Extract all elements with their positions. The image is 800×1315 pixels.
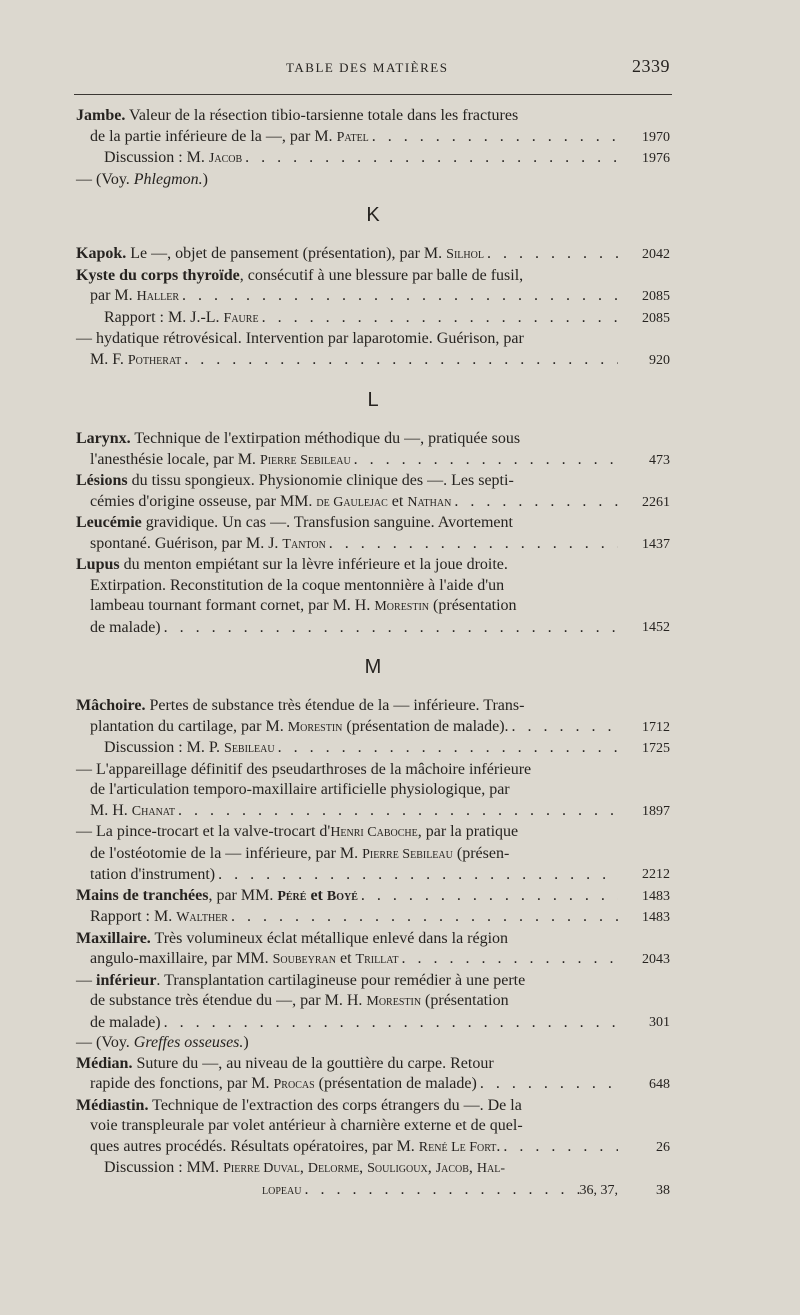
leader-dots bbox=[480, 1074, 618, 1095]
leader-dots bbox=[361, 886, 618, 907]
page-ref: 1452 bbox=[642, 619, 670, 635]
index-list bbox=[76, 106, 670, 1201]
page-ref: 1483 bbox=[642, 910, 670, 925]
page-ref: 1437 bbox=[642, 536, 670, 552]
cross-reference: — (Voy. Greffes osseuses.) bbox=[76, 1034, 249, 1051]
index-entry-lesions: Lésions du tissu spongieux. Physionomie clinique des —. Les septi- cémies d'origine osseuse, par MM. de Gaulejac et Nathan . . . 2261 bbox=[76, 471, 670, 513]
page-ref: 648 bbox=[649, 1077, 670, 1092]
page-ref: 26 bbox=[656, 1139, 670, 1155]
index-subentry: Discussion : MM. Pierre Duval, Delorme, Souligoux, Jacob, Hal- lopeau . . . 36, 37, 38 bbox=[76, 1158, 670, 1201]
page-ref: 2261 bbox=[642, 494, 670, 510]
leader-dots bbox=[454, 492, 618, 513]
index-subentry: — La pince-trocart et la valve-trocart d'Henri Caboche, par la pratique de l'ostéotomie de la — inférieure, par M. Pierre Sebileau (présen- tation d'instrument) . . . 2212 bbox=[76, 822, 670, 886]
index-subentry: Rapport : M. J.-L. Faure . . . 2085 bbox=[76, 308, 670, 330]
page-header bbox=[76, 56, 670, 82]
index-entry-kyste: Kyste du corps thyroïde, consécutif à une blessure par balle de fusil, par M. Haller . . . 2085 bbox=[76, 266, 670, 308]
section-letter-l: L bbox=[367, 389, 379, 411]
index-entry-machoire: Mâchoire. Pertes de substance très étendue de la — inférieure. Trans- plantation du cartilage, par M. Morestin (présentation de malade). . . . 1712 bbox=[76, 696, 670, 738]
index-entry-mediastin: Médiastin. Technique de l'extraction des corps étrangers du —. De la voie transpleurale par volet antérieur à charnière externe et de quel- ques autres procédés. Résultats opératoires, par M. René Le Fort. . . . 26 bbox=[76, 1096, 670, 1159]
index-subentry: Discussion : M. P. Sebileau . . . 1725 bbox=[76, 738, 670, 760]
page-ref: 38 bbox=[656, 1182, 670, 1198]
leader-dots bbox=[372, 127, 618, 148]
leader-dots bbox=[304, 1180, 579, 1201]
leader-dots bbox=[164, 618, 618, 639]
index-entry-kapok: Kapok. Le —, objet de pansement (présentation), par M. Silhol . . . 2042 bbox=[76, 244, 670, 266]
index-subentry: — inférieur. Transplantation cartilagineuse pour remédier à une perte de substance très étendue du —, par M. H. Morestin (présentation de malade) . . . 301 bbox=[76, 971, 670, 1034]
page-ref: 1725 bbox=[642, 741, 670, 756]
section-letter-k: K bbox=[366, 204, 380, 226]
leader-dots bbox=[178, 801, 618, 822]
leader-dots bbox=[182, 286, 618, 307]
leader-dots bbox=[184, 350, 618, 371]
index-entry-larynx: Larynx. Technique de l'extirpation méthodique du —, pratiquée sous l'anesthésie locale, par M. Pierre Sebileau . . . 473 bbox=[76, 429, 670, 471]
index-entry-median: Médian. Suture du —, au niveau de la gouttière du carpe. Retour rapide des fonctions, par M. Procas (présentation de malade) . . . 648 bbox=[76, 1054, 670, 1096]
leader-dots bbox=[512, 717, 618, 738]
leader-dots bbox=[278, 738, 618, 759]
index-entry-lupus: Lupus du menton empiétant sur la lèvre inférieure et la joue droite. Extirpation. Reconstitution de la coque mentonnière à l'aide d'un lambeau tournant formant cornet, par M. H. Morestin (présentation de malade) . . . 1452 bbox=[76, 555, 670, 638]
page-ref: 301 bbox=[649, 1014, 670, 1030]
leader-dots bbox=[402, 949, 618, 970]
page-ref: 1897 bbox=[642, 803, 670, 819]
leader-dots bbox=[354, 450, 618, 471]
index-subentry: — hydatique rétrovésical. Intervention par laparotomie. Guérison, par M. F. Potherat . . . 920 bbox=[76, 329, 670, 371]
page-ref: 2043 bbox=[642, 952, 670, 967]
cross-reference: — (Voy. Phlegmon.) bbox=[76, 170, 208, 188]
page-number: 2339 bbox=[632, 56, 670, 76]
page-ref: 920 bbox=[649, 352, 670, 368]
leader-dots bbox=[218, 865, 618, 886]
header-rule bbox=[74, 94, 672, 95]
section-letter-m: M bbox=[364, 656, 382, 678]
index-entry-jambe: Jambe. Valeur de la résection tibio-tarsienne totale dans les fractures de la partie inférieure de la —, par M. Patel . . . 1970 bbox=[76, 106, 670, 148]
page-ref: 473 bbox=[649, 452, 670, 468]
page-ref: 2085 bbox=[642, 310, 670, 326]
leader-dots bbox=[245, 148, 618, 169]
leader-dots bbox=[231, 907, 618, 928]
page-ref: 2085 bbox=[642, 289, 670, 304]
page-ref: 2212 bbox=[642, 867, 670, 882]
page-ref: 1970 bbox=[642, 129, 670, 145]
index-entry-leucemie: Leucémie gravidique. Un cas —. Transfusion sanguine. Avortement spontané. Guérison, par M. J. Tanton . . . 1437 bbox=[76, 513, 670, 555]
leader-dots bbox=[503, 1137, 618, 1158]
page-ref: 1483 bbox=[642, 888, 670, 904]
index-entry-maxillaire: Maxillaire. Très volumineux éclat métallique enlevé dans la région angulo-maxillaire, par MM. Soubeyran et Trillat . . . 2043 bbox=[76, 929, 670, 971]
index-subentry: Rapport : M. Walther . . . 1483 bbox=[76, 907, 670, 929]
page-ref: 2042 bbox=[642, 247, 670, 262]
index-subentry: — L'appareillage définitif des pseudarthroses de la mâchoire inférieure de l'articulation temporo-maxillaire artificielle physiologique, par M. H. Chanat . . . 1897 bbox=[76, 760, 670, 823]
page-ref: 1976 bbox=[642, 151, 670, 166]
index-entry-mains: Mains de tranchées, par MM. Péré et Boyé . . . 1483 bbox=[76, 886, 670, 908]
leader-dots bbox=[164, 1013, 618, 1034]
running-title: TABLE DES MATIÈRES bbox=[286, 60, 449, 75]
leader-dots bbox=[329, 534, 618, 555]
index-subentry: Discussion : M. Jacob . . . 1976 bbox=[76, 148, 670, 170]
page-ref: 1712 bbox=[642, 719, 670, 735]
leader-dots bbox=[262, 308, 618, 329]
leader-dots bbox=[487, 244, 618, 265]
